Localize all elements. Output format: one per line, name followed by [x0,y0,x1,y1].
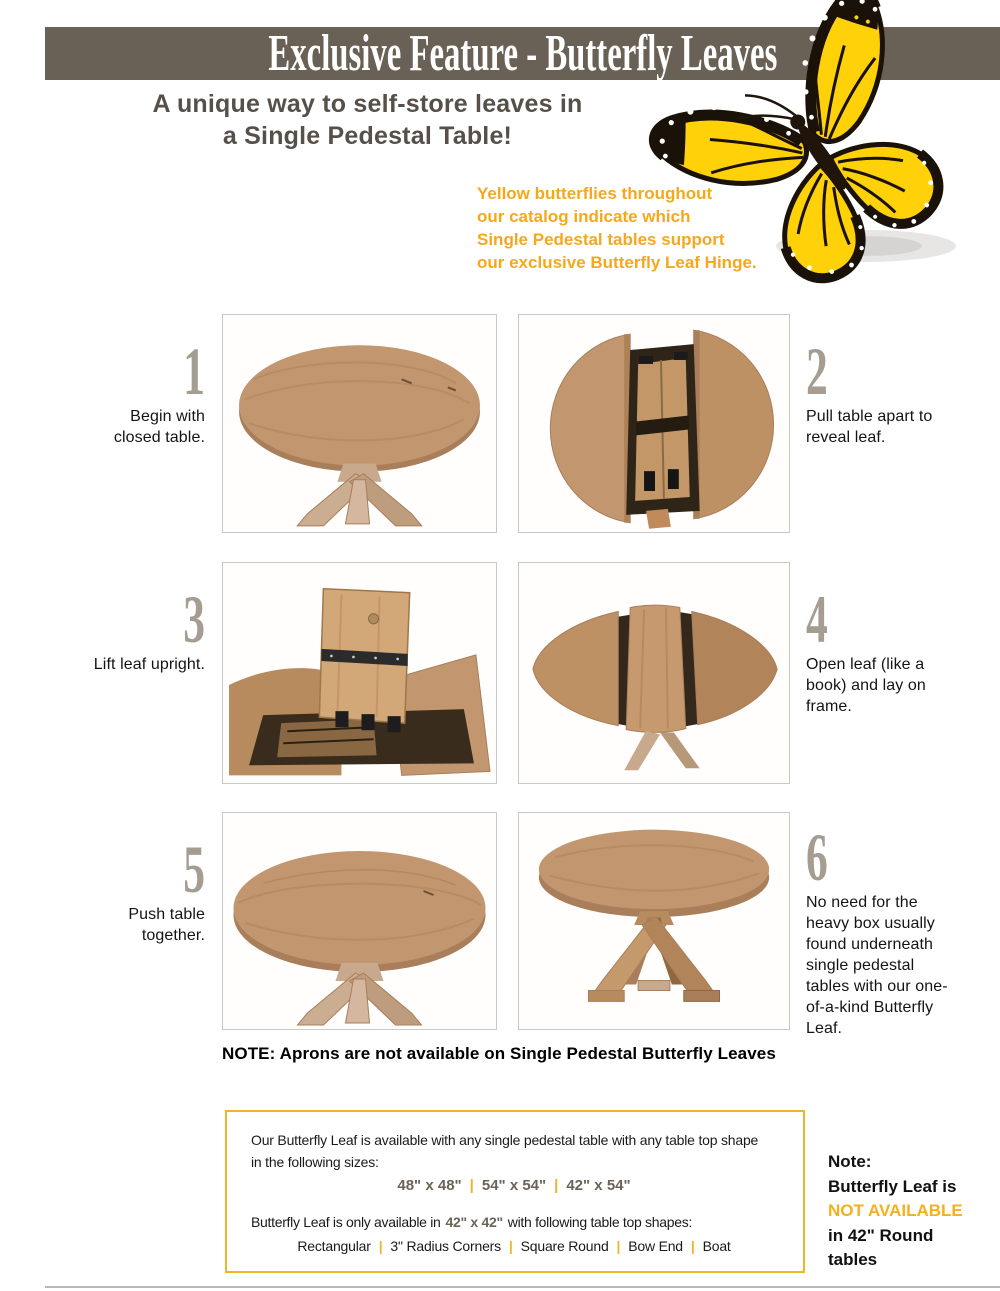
callout-line: our exclusive Butterfly Leaf Hinge. [477,253,757,272]
intro-line-2: a Single Pedestal Table! [222,122,513,150]
step-1-caption: Begin with closed table. [113,408,205,446]
step-2-caption: Pull table apart to reveal leaf. [806,408,933,446]
callout-line: our catalog indicate which [477,207,691,226]
step-1-photo [222,314,497,533]
size-option: 48" x 48" [397,1177,462,1194]
side-note [828,1150,1000,1273]
only-suffix: with following table top shapes: [507,1214,692,1230]
shapes-row [251,1238,777,1254]
callout-line: Yellow butterflies throughout [477,184,713,203]
pipe-separator: | [508,1238,513,1254]
oval-table-illustration [234,851,486,1025]
size-option: 54" x 54" [481,1177,547,1194]
pulled-apart-table-illustration [550,330,773,529]
pipe-separator: | [554,1177,559,1194]
step-4-label [806,581,966,717]
step-6-number: 6 [806,819,828,895]
intro-subtitle [95,88,640,152]
step-5-caption: Push table together. [128,906,205,944]
leaf-upright-illustration [229,589,490,776]
side-note-line: Butterfly Leaf is [828,1176,957,1196]
shape-option: Boat [702,1238,731,1254]
only-size: 42" x 42" [445,1214,503,1230]
callout-line: Single Pedestal tables support [477,230,725,249]
step-2-number: 2 [806,333,828,409]
availability-box [225,1110,805,1273]
apron-note: NOTE: Aprons are not available on Single Pedestal Butterfly Leaves [222,1044,776,1063]
only-available-row [251,1214,777,1230]
step-3-number: 3 [183,581,205,657]
pipe-separator: | [690,1238,695,1254]
step-4-number: 4 [806,581,828,657]
step-6-caption: No need for the heavy box usually found underneath single pedestal tables with our one-of-a-kind Butterfly Leaf. [806,894,948,1037]
shape-option: 3" Radius Corners [390,1238,501,1254]
not-available-text: NOT AVAILABLE [828,1201,963,1220]
size-option: 42" x 54" [566,1177,631,1194]
page-title: Exclusive Feature - Butterfly Leaves [268,25,777,82]
step-1-label [30,333,205,448]
pipe-separator: | [378,1238,383,1254]
step-3-photo [222,562,497,784]
pipe-separator: | [616,1238,621,1254]
step-2-label [806,333,966,448]
shape-option: Square Round [520,1238,609,1254]
side-note-line: in 42" Round [828,1225,934,1245]
leaf-open-illustration [533,605,777,770]
step-3-label [30,581,205,675]
step-3-caption: Lift leaf upright. [93,656,205,673]
shape-option: Bow End [628,1238,683,1254]
step-1-number: 1 [183,333,205,409]
step-4-caption: Open leaf (like a book) and lay on frame. [806,656,926,715]
step-6-photo [518,812,790,1030]
side-note-line: tables [828,1250,878,1269]
closed-table-illustration [239,345,480,526]
page-divider [45,1286,1000,1288]
side-note-line: Note: [828,1152,872,1171]
intro-line-1: A unique way to self-store leaves in [152,90,583,118]
only-prefix: Butterfly Leaf is only available in [251,1214,441,1230]
step-2-photo [518,314,790,533]
step-5-label [30,831,205,946]
pedestal-table-illustration [539,830,769,1002]
step-6-label [806,819,976,1039]
yellow-butterfly-callout [477,182,757,274]
step-4-photo [518,562,790,784]
step-5-number: 5 [183,831,205,907]
availability-intro: Our Butterfly Leaf is available with any single pedestal table with any table top shape in the following sizes: [251,1132,759,1170]
step-5-photo [222,812,497,1030]
shape-option: Rectangular [297,1238,371,1254]
sizes-row [251,1177,777,1194]
pipe-separator: | [469,1177,474,1194]
